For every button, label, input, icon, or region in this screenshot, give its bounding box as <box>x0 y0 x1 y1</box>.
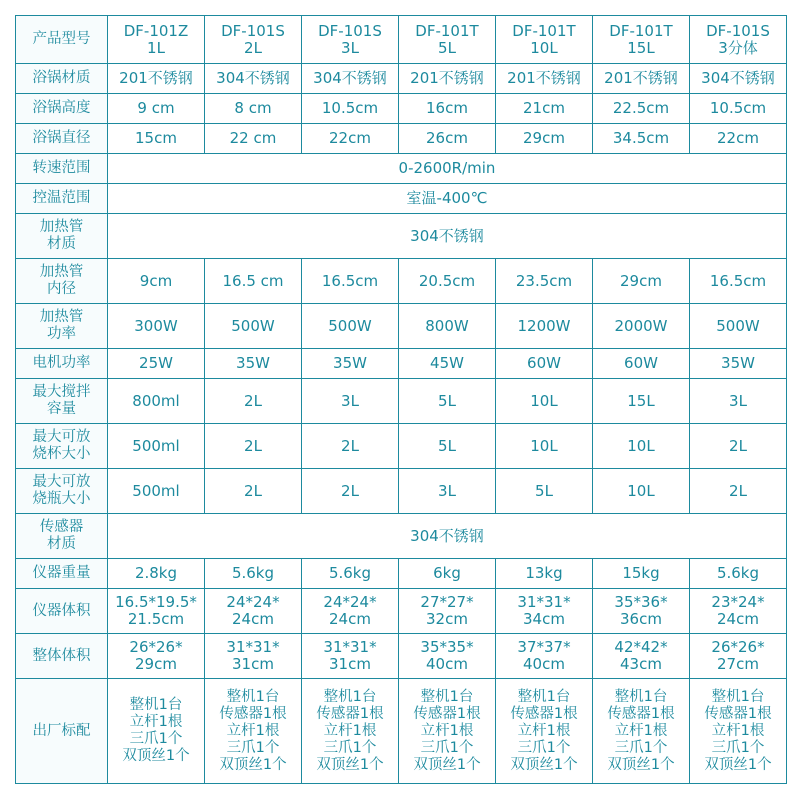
table-row <box>16 514 787 559</box>
row-label: 最大搅拌 容量 <box>16 379 108 424</box>
table-cell: 10L <box>496 379 593 424</box>
table-cell: 2L <box>302 469 399 514</box>
table-cell: 6kg <box>399 559 496 589</box>
table-cell: 35*35* 40cm <box>399 634 496 679</box>
table-row <box>16 349 787 379</box>
table-cell: 整机1台 传感器1根 立杆1根 三爪1个 双顶丝1个 <box>302 679 399 784</box>
table-cell: 16cm <box>399 94 496 124</box>
table-row <box>16 589 787 634</box>
table-cell: 2L <box>205 469 302 514</box>
table-cell: 3L <box>302 379 399 424</box>
table-cell: 整机1台 传感器1根 立杆1根 三爪1个 双顶丝1个 <box>205 679 302 784</box>
row-label: 出厂标配 <box>16 679 108 784</box>
table-row <box>16 94 787 124</box>
table-cell: 3L <box>690 379 787 424</box>
table-cell: 300W <box>108 304 205 349</box>
table-row <box>16 184 787 214</box>
table-row <box>16 634 787 679</box>
table-cell: 800ml <box>108 379 205 424</box>
table-cell: 2L <box>205 424 302 469</box>
row-label: 加热管 内径 <box>16 259 108 304</box>
table-cell: 42*42* 43cm <box>593 634 690 679</box>
row-label: 浴锅直径 <box>16 124 108 154</box>
table-row <box>16 64 787 94</box>
table-cell: 22cm <box>690 124 787 154</box>
table-cell: 10.5cm <box>302 94 399 124</box>
row-label: 产品型号 <box>16 16 108 64</box>
table-cell: 整机1台 传感器1根 立杆1根 三爪1个 双顶丝1个 <box>399 679 496 784</box>
table-cell: 16.5cm <box>690 259 787 304</box>
row-label: 仪器体积 <box>16 589 108 634</box>
table-row <box>16 214 787 259</box>
table-cell: 10.5cm <box>690 94 787 124</box>
table-cell: 304不锈钢 <box>690 64 787 94</box>
table-cell: 23*24* 24cm <box>690 589 787 634</box>
table-row <box>16 559 787 589</box>
table-cell: 26cm <box>399 124 496 154</box>
table-cell: 16.5 cm <box>205 259 302 304</box>
table-cell: 8 cm <box>205 94 302 124</box>
table-cell: 304不锈钢 <box>302 64 399 94</box>
table-cell: 35*36* 36cm <box>593 589 690 634</box>
table-cell: 31*31* 31cm <box>302 634 399 679</box>
table-cell: 31*31* 34cm <box>496 589 593 634</box>
table-cell: DF-101S 2L <box>205 16 302 64</box>
table-cell: 10L <box>593 469 690 514</box>
table-cell-merged: 304不锈钢 <box>108 214 787 259</box>
table-cell: 24*24* 24cm <box>205 589 302 634</box>
table-cell: 201不锈钢 <box>108 64 205 94</box>
table-cell: 2L <box>205 379 302 424</box>
table-cell: 35W <box>205 349 302 379</box>
table-row <box>16 679 787 784</box>
table-cell: DF-101S 3分体 <box>690 16 787 64</box>
table-cell: 2.8kg <box>108 559 205 589</box>
row-label: 浴锅材质 <box>16 64 108 94</box>
table-cell: 9cm <box>108 259 205 304</box>
table-cell: 26*26* 27cm <box>690 634 787 679</box>
table-cell: 29cm <box>593 259 690 304</box>
row-label: 最大可放 烧杯大小 <box>16 424 108 469</box>
table-cell: 29cm <box>496 124 593 154</box>
table-cell: 整机1台 传感器1根 立杆1根 三爪1个 双顶丝1个 <box>690 679 787 784</box>
table-cell: 24*24* 24cm <box>302 589 399 634</box>
table-cell: 201不锈钢 <box>399 64 496 94</box>
table-cell: 9 cm <box>108 94 205 124</box>
table-cell: 201不锈钢 <box>593 64 690 94</box>
table-row <box>16 16 787 64</box>
table-cell: 15cm <box>108 124 205 154</box>
spec-table <box>15 15 787 784</box>
row-label: 转速范围 <box>16 154 108 184</box>
table-cell: 15L <box>593 379 690 424</box>
table-row <box>16 259 787 304</box>
table-cell: 22.5cm <box>593 94 690 124</box>
table-cell: 201不锈钢 <box>496 64 593 94</box>
table-cell: 5L <box>496 469 593 514</box>
table-row <box>16 424 787 469</box>
table-cell: 10L <box>593 424 690 469</box>
table-cell: 60W <box>496 349 593 379</box>
table-cell: 3L <box>399 469 496 514</box>
table-cell: 5.6kg <box>690 559 787 589</box>
row-label: 加热管 功率 <box>16 304 108 349</box>
table-cell: 25W <box>108 349 205 379</box>
table-cell: 35W <box>690 349 787 379</box>
table-cell: 800W <box>399 304 496 349</box>
table-cell-merged: 0-2600R/min <box>108 154 787 184</box>
table-row <box>16 154 787 184</box>
row-label: 整体体积 <box>16 634 108 679</box>
table-cell: DF-101T 10L <box>496 16 593 64</box>
table-cell: 23.5cm <box>496 259 593 304</box>
table-row <box>16 469 787 514</box>
table-cell: 16.5cm <box>302 259 399 304</box>
row-label: 控温范围 <box>16 184 108 214</box>
table-cell: 5.6kg <box>205 559 302 589</box>
table-row <box>16 379 787 424</box>
table-cell: 34.5cm <box>593 124 690 154</box>
table-cell: DF-101T 5L <box>399 16 496 64</box>
table-cell: 22cm <box>302 124 399 154</box>
table-cell: 26*26* 29cm <box>108 634 205 679</box>
table-cell: DF-101T 15L <box>593 16 690 64</box>
row-label: 仪器重量 <box>16 559 108 589</box>
table-cell: 16.5*19.5* 21.5cm <box>108 589 205 634</box>
table-cell: 500W <box>205 304 302 349</box>
table-cell: 2L <box>302 424 399 469</box>
table-cell: 20.5cm <box>399 259 496 304</box>
table-cell: 15kg <box>593 559 690 589</box>
table-cell: 13kg <box>496 559 593 589</box>
table-cell: DF-101S 3L <box>302 16 399 64</box>
table-cell: 2L <box>690 424 787 469</box>
row-label: 浴锅高度 <box>16 94 108 124</box>
table-cell: 5.6kg <box>302 559 399 589</box>
table-cell: 500W <box>302 304 399 349</box>
table-cell: 35W <box>302 349 399 379</box>
table-cell: 60W <box>593 349 690 379</box>
table-cell: 304不锈钢 <box>205 64 302 94</box>
table-cell: 2000W <box>593 304 690 349</box>
table-row <box>16 304 787 349</box>
table-cell: 500ml <box>108 424 205 469</box>
table-cell: 31*31* 31cm <box>205 634 302 679</box>
row-label: 传感器 材质 <box>16 514 108 559</box>
row-label: 加热管 材质 <box>16 214 108 259</box>
table-cell: 500W <box>690 304 787 349</box>
table-cell: 21cm <box>496 94 593 124</box>
table-cell: 37*37* 40cm <box>496 634 593 679</box>
table-row <box>16 124 787 154</box>
table-cell-merged: 304不锈钢 <box>108 514 787 559</box>
table-cell: 45W <box>399 349 496 379</box>
table-cell: 2L <box>690 469 787 514</box>
table-cell-merged: 室温-400℃ <box>108 184 787 214</box>
table-cell: 10L <box>496 424 593 469</box>
table-cell: 整机1台 传感器1根 立杆1根 三爪1个 双顶丝1个 <box>496 679 593 784</box>
table-cell: 整机1台 立杆1根 三爪1个 双顶丝1个 <box>108 679 205 784</box>
table-cell: DF-101Z 1L <box>108 16 205 64</box>
table-cell: 1200W <box>496 304 593 349</box>
table-cell: 27*27* 32cm <box>399 589 496 634</box>
table-cell: 整机1台 传感器1根 立杆1根 三爪1个 双顶丝1个 <box>593 679 690 784</box>
table-cell: 5L <box>399 424 496 469</box>
row-label: 电机功率 <box>16 349 108 379</box>
table-cell: 5L <box>399 379 496 424</box>
table-cell: 22 cm <box>205 124 302 154</box>
row-label: 最大可放 烧瓶大小 <box>16 469 108 514</box>
table-cell: 500ml <box>108 469 205 514</box>
